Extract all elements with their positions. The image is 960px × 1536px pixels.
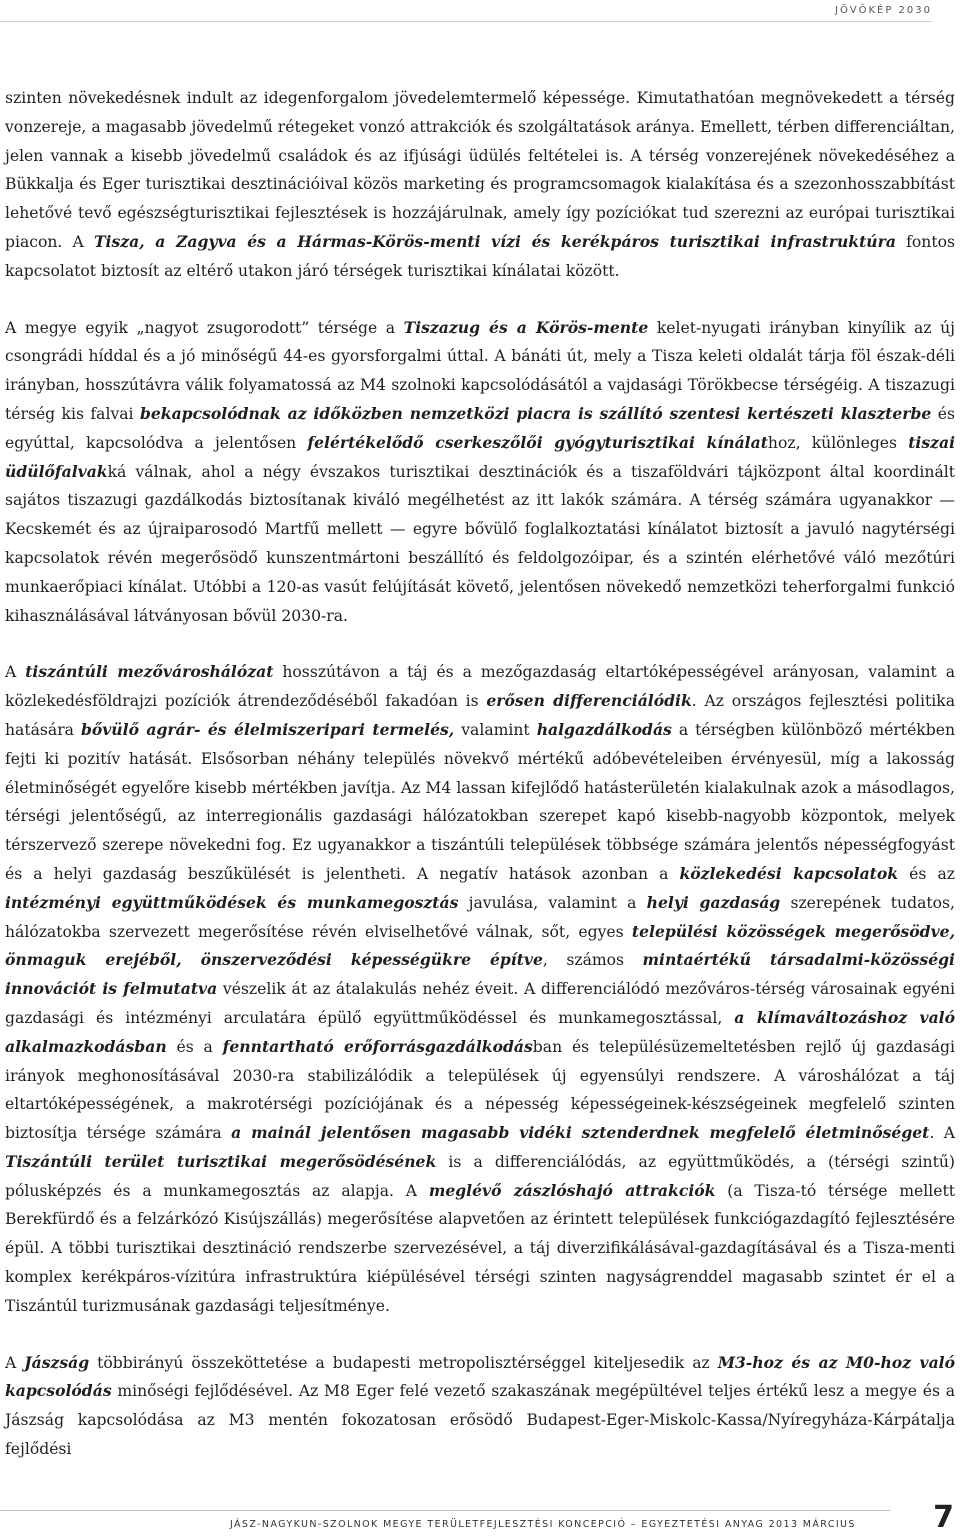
text-run: ban és településüzemeltetésben rejlő új gazdasági irányok meghonosításával 2030-ra stabilizálódik a települések új egyensúlyi rendszere. A városhálózat a táj eltartóképességének, a makrotérségi pozíciójának és a népesség képességeinek-készségeinek megfelelő szinten biztosítja térsége számára [5,1037,955,1143]
text-run: a térségben különböző mértékben fejti ki pozitív hatását. Elsősorban néhány település növekvő mértékű adóbevételeiben érvényesül, míg a lakosság életminőségét egyelőre kisebb mértékben javítja. Az M4 lassan kifejlődő hatásterületén kialakulnak azok a másodlagos, térségi jelentőségű, az interregionális gazdasági hálózatokban szerepet kapó kisebb-nagyobb központok, melyek térszervező szerepe növekedni fog. Ez ugyanakkor a tiszántúli települések többsége számára jelentős népességfogyást és a helyi gazdaság beszűkülését is jelentheti. A negatív hatások azonban a [5,720,956,883]
footer-divider [0,1510,890,1511]
emphasis-text: bővülő agrár- és élelmiszeripari termelés, [80,719,455,739]
emphasis-text: Tiszántúli terület turisztikai megerősödésének [5,1151,437,1171]
text-run: és a [166,1037,223,1056]
emphasis-text: a klímaváltozáshoz való alkalmazkodásban [5,1007,956,1056]
emphasis-text: helyi gazdaság [646,892,781,912]
text-run: ká válnak, ahol a négy évszakos turisztikai desztinációk és a tiszaföldvári tájközpont által koordinált sajátos tiszazugi gazdálkodás biztosítanak kiváló megélhetést az itt lakók számára. A térség számára ugyanakkor — Kecskemét és az újraiparosodó Martfű mellett — egyre bővülő foglalkoztatási kínálatot biztosít a javuló nagytérségi kapcsolatok révén megerősödő kunszentmártoni beszállító és feldolgozóipar, és a szintén elérhetővé váló mezőtúri munkaerőpiaci kínálat. Utóbbi a 120-as vasút felújítását követő, jelentősen növekedő nemzetközi teherforgalmi funkció kihasználásával látványosan bővül 2030-ra. [5,462,955,625]
emphasis-text: bekapcsolódnak az időközben nemzetközi piacra is szállító szentesi kertészeti klaszterbe [139,403,932,423]
emphasis-text: tiszántúli mezővároshálózat [25,662,274,682]
paragraph-3 [5,658,955,1320]
text-run: és az [898,864,955,883]
text-run: minőségi fejlődésével. Az M8 Eger felé vezető szakaszának megépültével teljes értékű lesz a megye és a Jászság kapcsolódása az M3 mentén fokozatosan erősödő Budapest-Eger-Miskolc-Kassa/Nyíregyháza-Kárpátalja fejlődési [5,1382,955,1459]
text-run: (a Tisza-tó térsége mellett Berekfürdő és a felzárkózó Kisújszállás) megerősítése alapvetően az érintett települések funkciógazdagító fejlesztésére épül. A többi turisztikai desztináció rendszerbe szervezésével, a táj diverzifikálásával-gazdagításával és a Tisza-menti komplex kerékpáros-vízitúra infrastruktúra kiépülésével térségi szinten nagyságrenddel magasabb szintet ér el a Tiszántúl turizmusának gazdasági teljesítménye. [5,1181,955,1315]
header-divider [0,21,932,22]
text-run: kelet-nyugati irányban kinyílik az új csongrádi híddal és a jó minőségű 44-es gyorsforgalmi úttal. A bánáti út, mely a Tisza keleti oldalát tárja föl észak-déli irányban, hosszútávra válik folyamatossá az M4 szolnoki kapcsolódásától a vajdasági Törökbecse térségéig. A tiszazugi térség kis falvai [5,318,955,423]
text-run: szerepének tudatos, hálózatokba szervezett megerősítése révén elviselhetővé válnak, sőt, egyes [5,893,955,941]
text-run: és egyúttal, kapcsolódva a jelentősen [5,404,955,452]
text-run: A [5,1353,25,1372]
text-run: , számos [542,951,643,970]
text-run: hosszútávon a táj és a mezőgazdaság eltartóképességével arányosan, valamint a közlekedésföldrajzi pozíciók átrendeződéséből fakadóan is [5,663,956,711]
text-run: javulása, valamint a [458,893,647,912]
emphasis-text: erősen differenciálódik [486,691,692,711]
text-run: . Az országos fejlesztési politika hatására [5,692,956,739]
text-run: többirányú összeköttetése a budapesti metropolisztérséggel kiteljesedik az [89,1353,718,1372]
body-text [5,84,955,1492]
emphasis-text: közlekedési kapcsolatok [679,863,899,883]
emphasis-text: tiszai üdülőfalvak [5,432,956,481]
text-run: hoz, különleges [767,433,909,452]
page-number: 7 [933,1500,954,1535]
text-run: A megye egyik „nagyot zsugorodott” térsége a [5,318,404,337]
paragraph-4 [5,1349,955,1464]
emphasis-text: fenntartható erőforrásgazdálkodás [222,1036,533,1056]
paragraph-1 [5,84,955,286]
emphasis-text: mintaértékű társadalmi-közösségi innovációt is felmutatva [5,950,955,999]
emphasis-text: települési közösségek megerősödve, önmaguk erejéből, önszerveződési képességükre építve [5,921,955,970]
paragraph-2 [5,314,955,631]
text-run: fontos kapcsolatot biztosít az eltérő utakon járó térségek turisztikai kínálatai között. [5,232,955,280]
text-run: szinten növekedésnek indult az idegenforgalom jövedelemtermelő képessége. Kimutathatóan megnövekedett a térség vonzereje, a magasabb jövedelmű rétegeket vonzó attrakciók és szolgáltatások aránya. Emellett, térben differenciáltan, jelen vannak a kisebb jövedelmű családok és az ifjúsági üdülés feltételei is. A térség vonzerejének növekedéséhez a Bükkalja és Eger turisztikai desztinációival közös marketing és programcsomagok kialakítása és a szezonhosszabbítást lehetővé tevő egészségturisztikai fejlesztések is hozzájárulnak, amely így pozíciókat tud szerezni az európai turisztikai piacon. A [5,89,955,251]
emphasis-text: halgazdálkodás [536,719,672,739]
emphasis-text: a mainál jelentősen magasabb vidéki sztenderdnek megfelelő életminőséget [231,1123,930,1143]
emphasis-text: Jászság [24,1352,90,1372]
emphasis-text: meglévő zászlóshajó attrakciók [428,1180,716,1200]
running-header: JÖVŐKÉP 2030 [835,5,932,16]
text-run: is a differenciálódás, az együttműködés, a (térségi szintű) pólusképzés és a munkamegosztás az alapja. A [5,1152,955,1200]
footer-title: JÁSZ-NAGYKUN-SZOLNOK MEGYE TERÜLETFEJLESZTÉSI KONCEPCIÓ – EGYEZTETÉSI ANYAG 2013 MÁRCIUS [230,1519,856,1530]
text-run: A [5,663,26,682]
emphasis-text: M3-hoz és az M0-hoz való kapcsolódás [5,1352,956,1401]
emphasis-text: Tisza, a Zagyva és a Hármas-Körös-menti vízi és kerékpáros turisztikai infrastruktúra [93,231,896,251]
emphasis-text: intézményi együttműködések és munkamegosztás [5,892,459,912]
text-run: . A [929,1124,955,1143]
emphasis-text: felértékelődő cserkeszőlői gyógyturisztikai kínálat [307,432,768,452]
emphasis-text: Tiszazug és a Körös-mente [403,317,649,337]
text-run: valamint [454,720,537,739]
text-run: vészelik át az átalakulás nehéz éveit. A differenciálódó mezőváros-térség városainak egyéni gazdasági és intézményi arculatára épülő együttműködéssel és munkamegosztással, [5,980,955,1027]
